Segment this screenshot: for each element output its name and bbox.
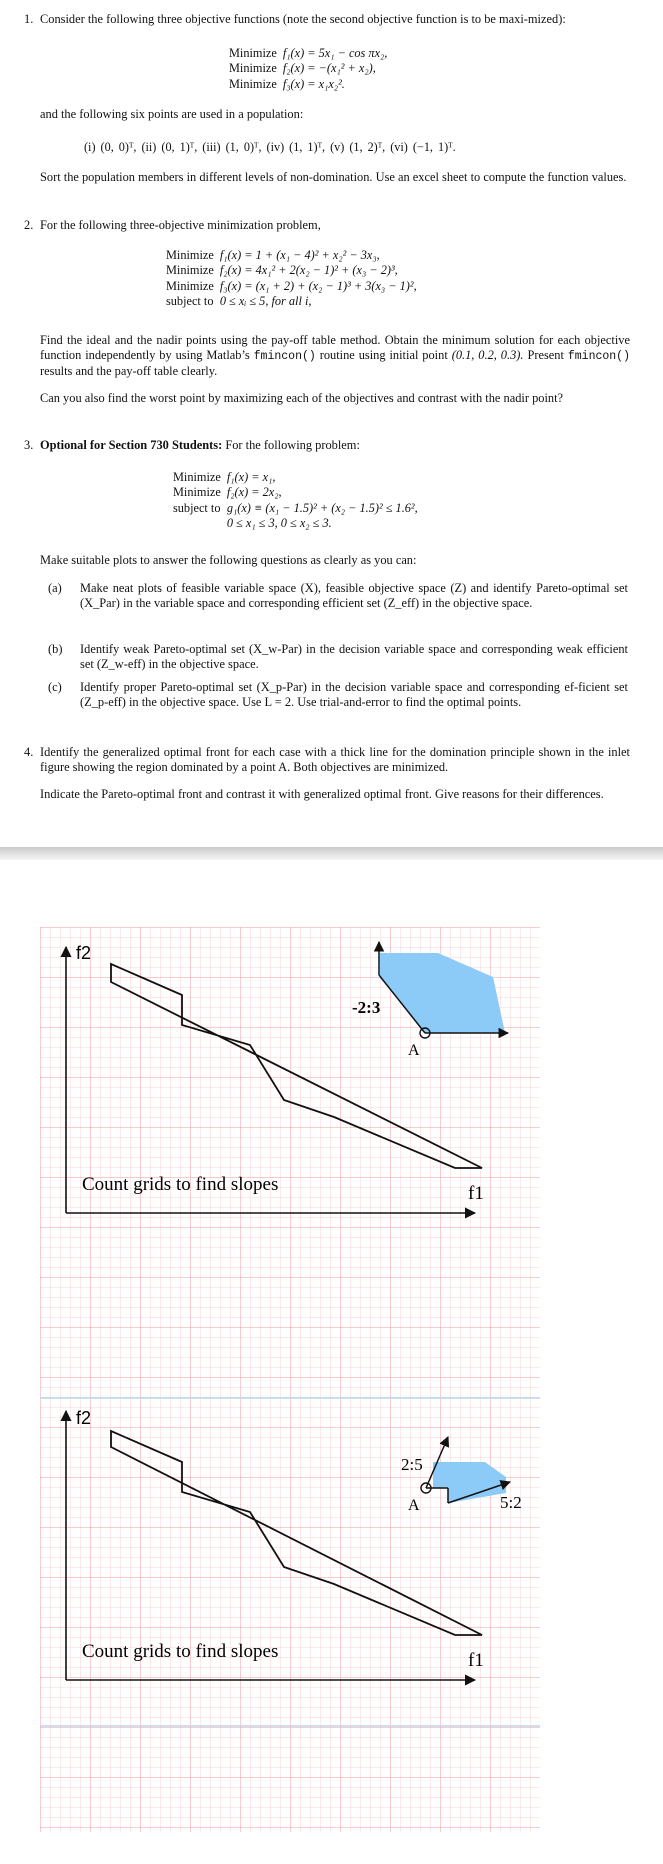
problem-4-task: Indicate the Pareto-optimal front and contrast it with generalized optimal front. Give reasons for their differences. <box>40 787 604 801</box>
page-divider <box>0 847 663 860</box>
x-axis-label: f1 <box>468 1650 484 1671</box>
domination-figures <box>0 925 663 1840</box>
problem-4: 4. Identify the generalized optimal front for each case with a thick line for the domination principle shown in the inlet figure showing the region dominated by a point A. Both objectives are minimized. <box>24 745 630 775</box>
problem-1-equations: Minimize f₁(x) = 5x₁ − cos πx₂, Minimize f₂(x) = −(x₁² + x₂), Minimize f₃(x) = x₁x₂². <box>229 46 388 91</box>
homework-page <box>0 0 663 845</box>
problem-intro: Consider the following three objective functions (note the second objective function is to be maxi-mized): <box>40 12 566 26</box>
optional-label: Optional for Section 730 Students: <box>40 438 223 452</box>
slope-label: -2:3 <box>352 998 381 1017</box>
problem-1-population-intro: and the following six points are used in a population: <box>40 107 304 121</box>
problem-2-task: Find the ideal and the nadir points using the pay-off table method. Obtain the minimum solution for each objective function independently by using Matlab’s fmincon() routine using initial point (0.1, 0.2, 0.3). Present fmincon() results and the pay-off table clearly. <box>40 333 630 379</box>
problem-3-equations: Minimize f₁(x) = x₁, Minimize f₂(x) = 2x₂, subject to g₁(x) ≡ (x₁ − 1.5)² + (x₂ − 1.5)² ≤ 1.6², 0 ≤ x₁ ≤ 3, 0 ≤ x₂ ≤ 3. <box>173 470 418 531</box>
problem-3-part-a: (a) Make neat plots of feasible variable space (X), feasible objective space (Z) and identify Pareto-optimal set (X_Par) in the variable space and corresponding efficient set (Z_eff) in the objective space. <box>48 581 628 611</box>
figure-caption: Count grids to find slopes <box>82 1174 279 1195</box>
problem-3-part-b: (b) Identify weak Pareto-optimal set (X_w-Par) in the decision variable space and corresponding weak efficient set (Z_w-eff) in the objective space. <box>48 642 628 672</box>
problem-1 <box>24 12 630 27</box>
fmincon-code: fmincon() <box>253 350 316 364</box>
problem-1-task: Sort the population members in different levels of non-domination. Use an excel sheet to compute the function values. <box>40 170 627 184</box>
problem-2-equations: Minimize f₁(x) = 1 + (x₁ − 4)² + x₂² − 3x₃, Minimize f₂(x) = 4x₁² + 2(x₂ − 1)² + (x₃ − 2)³, Minimize f₃(x) = (x₁ + 2) + (x₂ − 1)³ + 3(x₃ − 1)², subject to 0 ≤ xᵢ ≤ 5, for all i, <box>166 248 417 309</box>
population-points: (i) (0, 0)ᵀ, (ii) (0, 1)ᵀ, (iii) (1, 0)ᵀ, (iv) (1, 1)ᵀ, (v) (1, 2)ᵀ, (vi) (−1, 1)ᵀ. <box>84 140 456 154</box>
problem-3: 3. Optional for Section 730 Students: For the following problem: <box>24 438 360 452</box>
problem-number: 1. <box>24 12 34 26</box>
figure-page <box>0 925 663 1840</box>
x-axis-label: f1 <box>468 1183 484 1204</box>
figure-caption: Count grids to find slopes <box>82 1641 279 1662</box>
y-axis-label: f2 <box>76 943 92 963</box>
slope-label-2-5: 2:5 <box>401 1455 423 1474</box>
problem-2: 2. For the following three-objective minimization problem, <box>24 218 321 232</box>
y-axis-label: f2 <box>76 1408 92 1428</box>
slope-label-5-2: 5:2 <box>500 1493 522 1512</box>
point-a-label: A <box>408 1497 420 1514</box>
problem-3-part-c: (c) Identify proper Pareto-optimal set (X_p-Par) in the decision variable space and corresponding ef-ficient set (Z_p-eff) in the objective space. Use L = 2. Use trial-and-error to find the optimal points. <box>48 680 628 710</box>
problem-2-task-2: Can you also find the worst point by maximizing each of the objectives and contrast with the nadir point? <box>40 391 564 405</box>
problem-3-task: Make suitable plots to answer the following questions as clearly as you can: <box>40 553 417 567</box>
point-a-label: A <box>408 1042 420 1059</box>
